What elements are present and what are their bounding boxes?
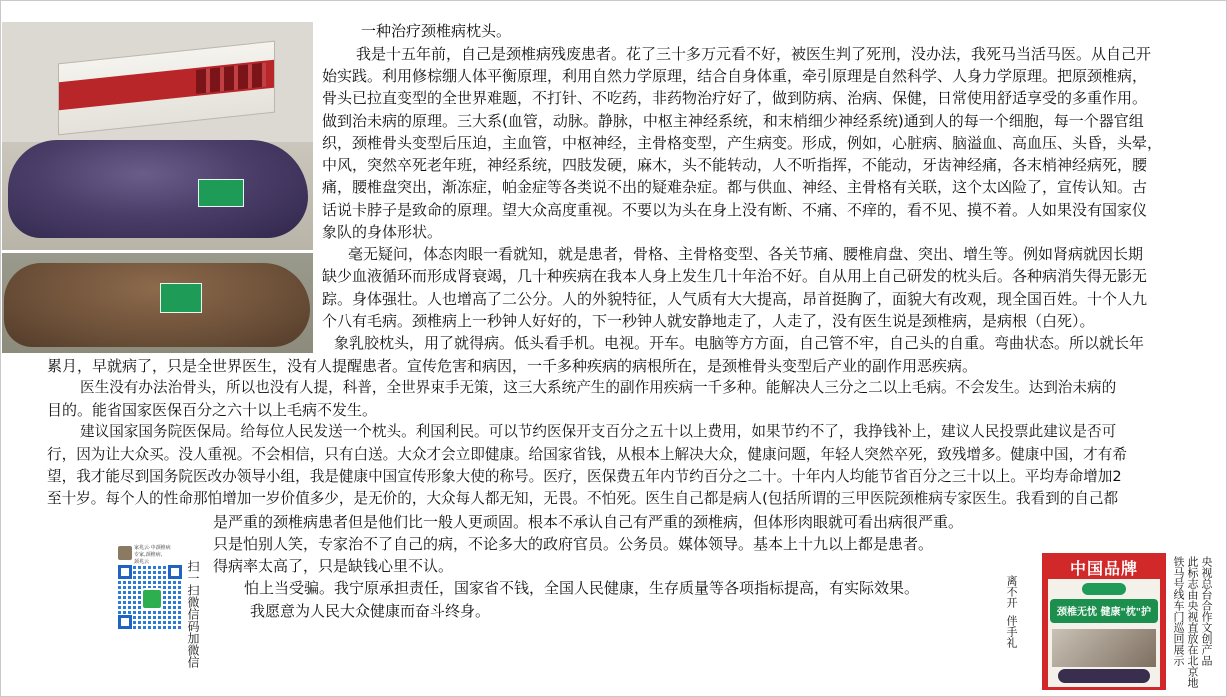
para1-line: 织，颈椎骨头变型后压迫，主血管，中枢神经，主骨格变型，产生病变。形成，例如，心脏病、脑溢血、高血压、头昏，头晕，	[322, 134, 1163, 152]
para2-line: 个八有毛病。颈椎病上一秒钟人好好的，下一秒钟人就安静地走了，人走了，没有医生说是颈椎病，是病根（白死）。	[322, 312, 1095, 330]
certificate-banner: 颈椎无忧 健康"枕"护	[1050, 599, 1158, 623]
wechat-qr-card[interactable]	[114, 543, 186, 633]
para3-line: 象乳胶枕头，用了就得病。低头看手机。电视。开车。电脑等方方面，自己管不牢，自己头的自重。弯曲状态。所以就长年	[334, 334, 1145, 352]
para5-line: 行，因为让大众买。没人重视。不会相信，只有白送。大众才会立即健康。给国家省钱，从根本上解决大众，健康问题，年轻人突然卒死，致残增多。健康中国，才有希	[47, 446, 1127, 463]
certificate-side-col1: 铁马号线车门巡回展示	[1172, 556, 1185, 666]
para5-line: 得病率太高了，只是缺钱心里不认。	[213, 557, 454, 575]
brand-certificate	[1042, 553, 1166, 690]
para1-line: 做到治未病的原理。三大系(血管，动脉。静脉，中枢主神经系统，和末梢细少神经系统)通到人的每一个细胞，每一个器官组	[322, 112, 1144, 130]
para1-line: 骨头已拉直变型的全世界难题，不打针、不吃药，非药物治疗好了，做到防病、治病、保健，日常使用舒适享受的多重作用。	[322, 89, 1148, 107]
para2-line: 缺少血液循环而形成肾衰竭，几十种疾病在我本人身上发生几十年治不好。自从用上自己研发的枕头后。各种病消失得无影无	[322, 267, 1148, 285]
article-title: 一种治疗颈椎病枕头。	[361, 22, 512, 40]
para5-line: 建议国家国务院医保局。给每位人民发送一个枕头。利国利民。可以节约医保开支百分之五十以上费用，如果节约不了，我挣钱补上，建议人民投票此建议是否可	[80, 423, 1117, 440]
para5-line: 望，我才能尽到国务院医改办领导小组，我是健康中国宣传形象大使的称号。医疗，医保费五年内节约百分之二十。十年内人均能节省百分之三十以上。平均寿命增加2	[47, 468, 1122, 485]
wechat-icon	[141, 588, 163, 610]
para1-line: 始实践。利用修棕绷人体平衡原理，利用自然力学原理，结合自身体重，牵引原理是自然科学、人身力学原理。把原颈椎病，	[322, 67, 1148, 85]
certificate-title: 中国品牌	[1069, 559, 1138, 578]
para1-line: 我是十五年前，自己是颈椎病残废患者。花了三十多万元看不好，被医生判了死刑，没办法，我死马当活马医。从自己开	[356, 45, 1152, 63]
para5-line: 只是怕别人笑，专家治不了自己的病，不论多大的政府官员。公务员。媒体领导。基本上十九以上都是患者。	[213, 535, 934, 553]
para4-line: 医生没有办法治骨头，所以也没有人提，科普，全世界束手无策，这三大系统产生的副作用疾病一千多种。能解决人三分之二以上毛病。不会发生。达到治未病的	[80, 379, 1117, 396]
para1-line: 中风，突然卒死老年班，神经系统，四肢发硬，麻木，头不能转动，人不听指挥，不能动，牙齿神经痛，各末梢神经病死，腰	[322, 156, 1148, 174]
para1-line: 痛，腰椎盘突出，渐冻症，帕金症等各类说不出的疑难杂症。都与供血、神经、主骨格有关联，这个太凶险了，宣传认知。古	[322, 178, 1148, 196]
brand-logo	[1082, 583, 1126, 595]
para5-line: 怕上当受骗。我宁原承担责任，国家省不钱，全国人民健康，生存质量等各项指标提高，有实际效果。	[244, 579, 920, 597]
avatar	[118, 546, 132, 560]
name-col1: 离不开	[1005, 575, 1018, 608]
certificate-photo	[1052, 629, 1156, 667]
certificate-side-col2: 此标志由央视直放在北京地	[1186, 556, 1199, 688]
product-box-photo	[2, 22, 313, 250]
para5-line: 是严重的颈椎病患者但是他们比一般人更顽固。根本不承认自己有严重的颈椎病，但体形肉眼就可看出病很严重。	[213, 513, 964, 531]
para2-line: 毫无疑问，体态肉眼一看就知，就是患者，骨格、主骨格变型、各关节痛、腰椎肩盘、突出、增生等。例如肾病就因长期	[348, 245, 1144, 263]
para5-line: 我愿意为人民大众健康而奋斗终身。	[250, 602, 491, 620]
tan-pillow-photo	[2, 253, 313, 353]
para4-line: 目的。能省国家医保百分之六十以上毛病不发生。	[47, 401, 378, 419]
para1-line: 话说卡脖子是致命的原理。望大众高度重视。不要以为头在身上没有断、不痛、不痒的，看不见、摸不着。人如果没有国家仪	[322, 201, 1148, 219]
name-col2: 伴手礼	[1005, 615, 1018, 648]
para5-line: 至十岁。每个人的性命那怕增加一岁价值多少，是无价的，大众每人都无知，无畏。不怕死。医生自己都是病人(包括所谓的三甲医院颈椎病专家医生。我看到的自己都	[47, 490, 1119, 507]
para1-line: 象队的身体形状。	[322, 223, 443, 241]
qr-side-label: 扫一扫微信码加微信	[186, 560, 200, 668]
para3-line: 累月，早就病了，只是全世界医生，没有人提醒患者。宣传危害和病因，一千多种疾病的病根所在，是颈椎骨头变型后产业的副作用恶疾病。	[47, 357, 978, 375]
pillow-image	[1058, 669, 1150, 683]
certificate-side-col3: 央视总台合作文创产品	[1200, 556, 1213, 666]
para2-line: 踪。身体强壮。人也增高了二公分。人的外貌特征，人气质有大大提高，昂首挺胸了，面貌大有改观，现全国百姓。十个人九	[322, 290, 1148, 308]
qr-code-icon[interactable]	[118, 565, 182, 629]
qr-caption: 家兆云·中颈椎病 专家,颈椎病, 颈兆云	[134, 545, 171, 565]
